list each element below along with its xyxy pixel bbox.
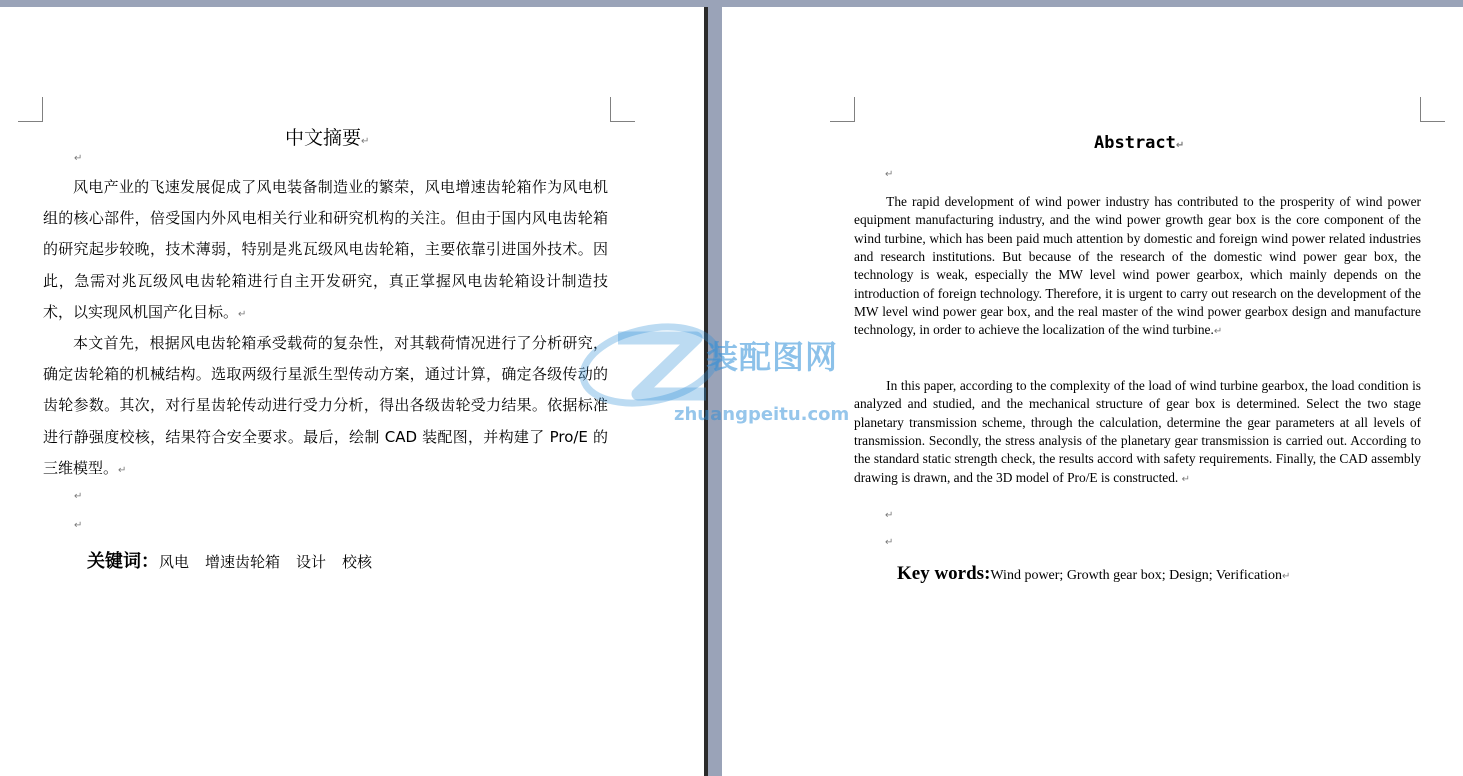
keywords-label: Key words: [897,563,991,584]
paragraph-mark: ↵ [885,169,894,180]
document-page-chinese [0,7,704,776]
watermark-brand-text: 装配图网 [706,338,839,376]
crop-mark-top-right [1420,97,1445,122]
keyword: 增速齿轮箱 [205,553,281,571]
paragraph-mark: ↵ [74,520,83,531]
chinese-paragraph-1: 风电产业的飞速发展促成了风电装备制造业的繁荣，风电增速齿轮箱作为风电机组的核心部件，倍受国内外风电相关行业和研究机构的关注。但由于国内风电齿轮箱的研究起步较晚，技术薄弱，特别是兆瓦级风电齿轮箱，主要依靠引进国外技术。因此，急需对兆瓦级风电齿轮箱进行自主开发研究，真正掌握风电齿轮箱设计制造技术，以实现风机国产化目标。↵ [43,178,608,321]
english-paragraph-1: The rapid development of wind power industry has contributed to the prosperity of wind power equipment manufacturing industry, and the wind power growth gear box is the core component of the wind turbine, which has been paid much attention by domestic and foreign wind power related industries and research institutions. But because of the research of the domestic wind power gear box, the technology is weak, especially the MW level wind power gearbox, which mainly depends on the introduction of foreign technology. Therefore, it is urgent to carry out research on the development of the MW level wind power gear box, and the real master of the wind power gearbox design and manufacture technology, in order to achieve the localization of the wind turbine.↵ [854,194,1421,338]
window-top-bar [0,0,1463,7]
crop-mark-top-left [18,97,43,122]
paragraph-mark: ↵ [885,537,894,548]
keyword: 校核 [342,553,373,571]
english-keywords-line: Key words:Wind power; Growth gear box; Design; Verification↵ [897,563,1291,584]
keywords-value: Wind power; Growth gear box; Design; Verification [990,568,1282,583]
crop-mark-top-left [830,97,855,122]
keywords-label: 关键词： [87,551,159,572]
keyword: 风电 [159,553,190,571]
paragraph-mark: ↵ [885,510,894,521]
english-paragraph-2: In this paper, according to the complexity of the load of wind turbine gearbox, the load condition is analyzed and studied, and the mechanical structure of gear box is determined. Select the two stage planetary transmission scheme, through the calculation, determine the gear parameters at all levels of transmission. Secondly, the stress analysis of the planetary gear transmission is carried out. According to the standard static strength check, the results accord with safety requirements. Finally, the CAD assembly drawing is drawn, and the 3D model of Pro/E is constructed. ↵ [854,378,1421,485]
paragraph-mark: ↵ [74,153,83,164]
document-page-english [722,7,1463,776]
page-divider [704,7,708,776]
keyword: 设计 [296,553,327,571]
abstract-title: Abstract↵ [1094,133,1185,153]
chinese-abstract-title: 中文摘要↵ [285,127,370,149]
chinese-keywords-line [87,547,372,573]
chinese-paragraph-2: 本文首先，根据风电齿轮箱承受载荷的复杂性，对其载荷情况进行了分析研究，确定齿轮箱的机械结构。选取两级行星派生型传动方案，通过计算，确定各级传动的齿轮参数。其次，对行星齿轮传动进行受力分析，得出各级齿轮受力结果。依据标准进行静强度校核，结果符合安全要求。最后，绘制 CAD 装配图，并构建了 Pro/E 的三维模型。↵ [43,334,608,477]
paragraph-mark: ↵ [74,491,83,502]
watermark-url-text: zhuangpeitu.com [674,404,850,425]
crop-mark-top-right [610,97,635,122]
